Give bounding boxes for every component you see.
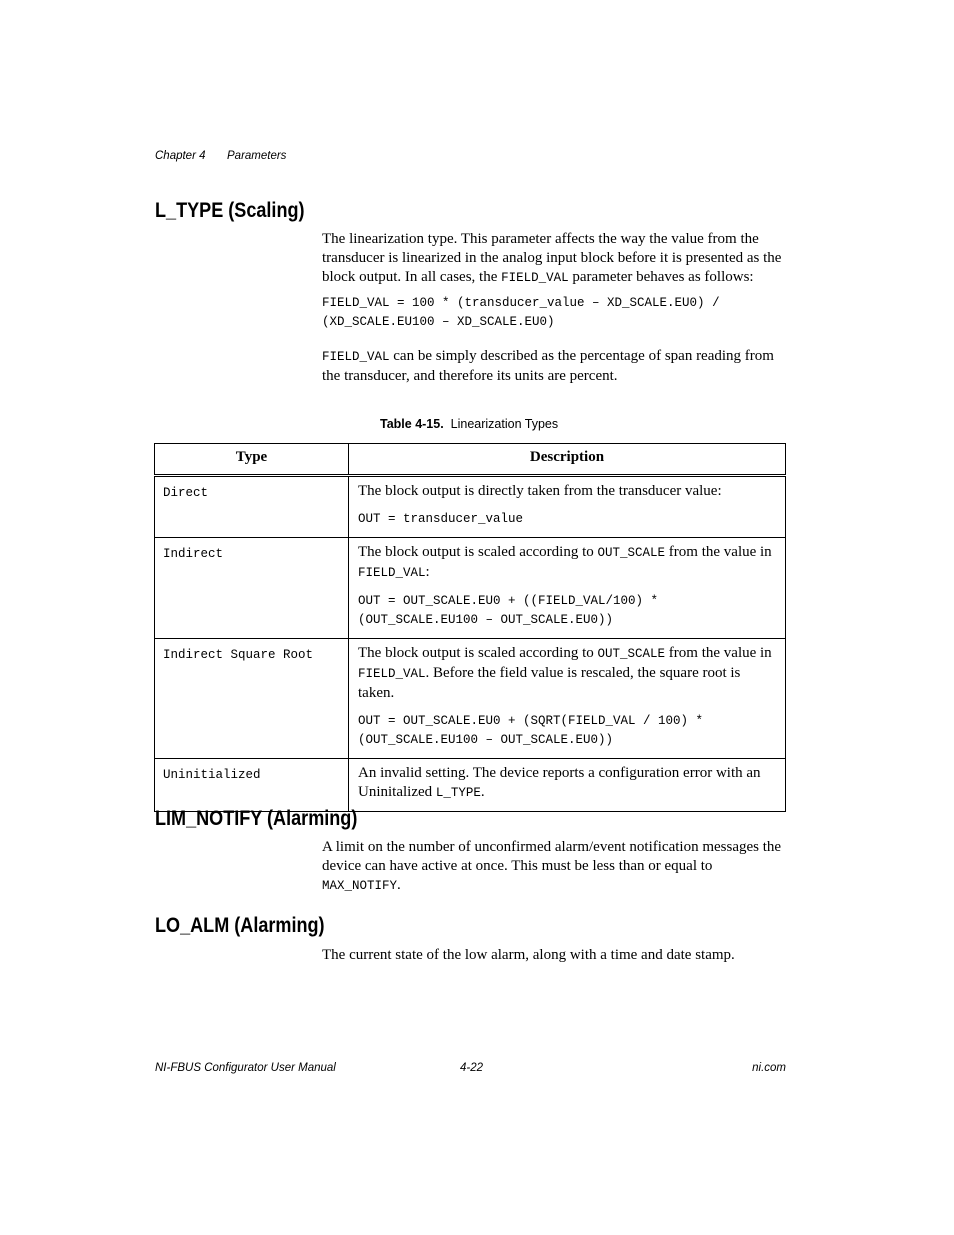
column-header-type: Type	[155, 444, 349, 476]
manual-title: NI-FBUS Configurator User Manual	[155, 1062, 336, 1074]
linearization-table	[154, 443, 786, 812]
text: can be simply described as the percentage of span reading from the transducer, and therefore its units are percent.	[322, 348, 774, 384]
type-value: Indirect Square Root	[163, 648, 314, 662]
description-text: :	[425, 564, 430, 580]
website-link[interactable]: ni.com	[752, 1062, 786, 1074]
field-val-formula: FIELD_VAL = 100 * (transducer_value – XD_SCALE.EU0) / (XD_SCALE.EU100 – XD_SCALE.EU0)	[322, 296, 720, 329]
text: parameter behaves as follows:	[568, 269, 754, 285]
code-out-scale: OUT_SCALE	[597, 546, 666, 560]
description-text: The block output is directly taken from the transducer value:	[358, 483, 722, 499]
running-header	[155, 150, 286, 162]
code-field-val: FIELD_VAL	[322, 350, 390, 364]
type-cell	[155, 759, 349, 812]
lim-notify-paragraph	[322, 838, 784, 896]
text: The linearization type. This parameter affects the way the value from the transducer is linearized in the analog input block before it is presented as the block output. In all cases, the	[322, 231, 782, 285]
formula: OUT = OUT_SCALE.EU0 + (SQRT(FIELD_VAL / 100) * (OUT_SCALE.EU100 – OUT_SCALE.EU0))	[358, 714, 704, 747]
description-text: . Before the field value is rescaled, the square root is taken.	[358, 665, 741, 701]
type-value: Direct	[163, 486, 209, 500]
table-title: Linearization Types	[450, 417, 559, 431]
code-field-val: FIELD_VAL	[358, 667, 426, 681]
type-cell	[155, 639, 349, 759]
lo-alm-body	[322, 946, 784, 965]
lim-notify-body	[322, 838, 784, 896]
code-field-val: FIELD_VAL	[501, 271, 569, 285]
heading-l-type: L_TYPE (Scaling)	[155, 199, 305, 222]
formula: OUT = transducer_value	[358, 512, 524, 526]
type-cell	[155, 538, 349, 639]
text: .	[397, 877, 401, 893]
type-value: Uninitialized	[163, 768, 261, 782]
code-max-notify: MAX_NOTIFY	[322, 879, 398, 893]
description-text: from the value in	[665, 645, 772, 661]
heading-lo-alm: LO_ALM (Alarming)	[155, 914, 325, 937]
code-field-val: FIELD_VAL	[358, 566, 426, 580]
section-label: Parameters	[227, 150, 287, 162]
lo-alm-paragraph: The current state of the low alarm, along with a time and date stamp.	[322, 947, 735, 963]
description-text: An invalid setting. The device reports a configuration error with an Uninitalized	[358, 765, 761, 800]
code-l-type: L_TYPE	[435, 786, 481, 800]
page-number: 4-22	[460, 1062, 484, 1074]
table-row	[155, 476, 786, 538]
column-header-description: Description	[349, 444, 786, 476]
l-type-body	[322, 230, 784, 386]
table-row	[155, 639, 786, 759]
description-cell	[349, 538, 786, 639]
table-caption	[380, 417, 558, 431]
description-text: .	[480, 784, 485, 800]
description-cell	[349, 476, 786, 538]
formula: OUT = OUT_SCALE.EU0 + ((FIELD_VAL/100) * (OUT_SCALE.EU100 – OUT_SCALE.EU0))	[358, 594, 659, 627]
heading-lim-notify: LIM_NOTIFY (Alarming)	[155, 807, 358, 830]
l-type-paragraph-2	[322, 347, 784, 386]
type-cell	[155, 476, 349, 538]
table-header-row	[155, 444, 786, 476]
l-type-paragraph-1	[322, 230, 784, 288]
description-cell	[349, 639, 786, 759]
type-value: Indirect	[163, 547, 224, 561]
description-text: from the value in	[665, 544, 772, 560]
description-text: The block output is scaled according to	[358, 544, 598, 560]
table-row	[155, 538, 786, 639]
description-text: The block output is scaled according to	[358, 645, 598, 661]
table-number: Table 4-15.	[380, 417, 444, 431]
table-row	[155, 759, 786, 812]
chapter-label: Chapter 4	[155, 150, 206, 162]
description-cell	[349, 759, 786, 812]
code-out-scale: OUT_SCALE	[597, 647, 666, 661]
text: A limit on the number of unconfirmed alarm/event notification messages the device can have active at once. This must be less than or equal to	[322, 839, 782, 874]
